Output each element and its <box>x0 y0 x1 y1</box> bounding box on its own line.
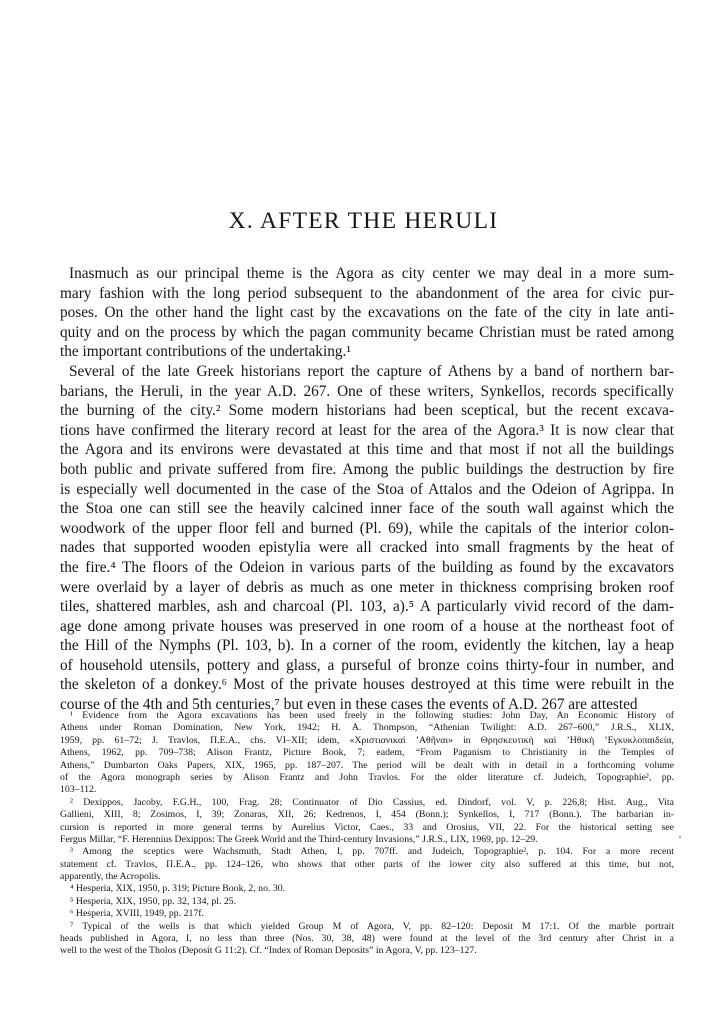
text-line: nades that supported wooden epistylia were all cracked into small fragments by the heat of <box>60 539 674 557</box>
footnote-line: well to the west of the Tholos (Deposit G 11:2). Cf. “Index of Roman Deposits” in Agora, V, pp. 123–127. <box>60 945 477 957</box>
text-line: tions have confirmed the literary record at least for the area of the Agora.³ It is now clear that <box>60 421 674 439</box>
text-line: woodwork of the upper floor fell and burned (Pl. 69), while the capitals of the interior colon- <box>60 519 674 537</box>
footnote <box>60 710 674 797</box>
text-line: the fire.⁴ The floors of the Odeion in various parts of the building as found by the excavators <box>60 558 674 576</box>
footnote <box>60 921 674 958</box>
footnote-line: 103–112. <box>60 784 97 796</box>
footnote-line: apparently, the Acropolis. <box>60 871 161 883</box>
text-line: is especially well documented in the case of the Stoa of Attalos and the Odeion of Agrippa. In <box>60 480 674 498</box>
text-line: quity and on the process by which the pagan community became Christian must be rated among <box>60 323 674 341</box>
text-line: poses. On the other hand the light cast by the excavations on the fate of the city in late anti- <box>60 304 674 322</box>
footnote-line: ⁶ Hesperia, XVIII, 1949, pp. 217f. <box>70 908 205 920</box>
paragraph <box>60 362 674 715</box>
text-line: mary fashion with the long period subsequent to the abandonment of the area for civic pur- <box>60 284 674 302</box>
chapter-title: X. AFTER THE HERULI <box>228 208 499 234</box>
text-line: the Hill of the Nymphs (Pl. 103, b). In a corner of the room, evidently the kitchen, lay a heap <box>60 637 674 655</box>
text-line: the important contributions of the undertaking.¹ <box>60 343 351 361</box>
text-line: the skeleton of a donkey.⁶ Most of the private houses destroyed at this time were rebuilt in the <box>60 676 674 694</box>
text-line: the Agora and its environs were devastated at this time and that most if not all the buildings <box>60 441 674 459</box>
footnote <box>60 797 674 847</box>
footnote-line: statement cf. Travlos, Π.Ε.Α., pp. 124–126, who shows that other parts of the lower city also suffered at this time, but not, <box>60 858 674 870</box>
text-line: course of the 4th and 5th centuries,⁷ but even in these cases the events of A.D. 267 are attested <box>60 696 638 714</box>
footnote-line: cursion is reported in more general terms by Aurelius Victor, Caes., 33 and Orosius, VII, 22. For the historical setting see <box>60 821 674 833</box>
text-line: Inasmuch as our principal theme is the Agora as city center we may deal in a more sum- <box>69 265 674 282</box>
footnote-line: ³ Among the sceptics were Wachsmuth, Stadt Athen, I, pp. 707ff. and Judeich, Topographie², p. 104. For a more recent <box>70 846 674 858</box>
footnote <box>60 846 674 883</box>
footnote-line: Athens,” Dumbarton Oaks Papers, XIX, 1965, pp. 187–207. The period will be dealt with in detail in a forthcoming volume <box>60 759 674 771</box>
footnote-line: Gallieni, XIII, 8; Zosimos, I, 39; Zonaras, XII, 26; Kedrenos, I, 454 (Bonn.); Synkellos, I, 717 (Bonn.). The barbarian in- <box>60 809 674 821</box>
paragraph <box>60 264 674 362</box>
footnote <box>60 883 674 895</box>
footnote-line: ² Dexippos, Jacoby, F.G.H., 100, Frag. 28; Continuator of Dio Cassius, ed. Dindorf, vol. V, p. 226,8; Hist. Aug., Vita <box>70 796 674 808</box>
footnotes <box>60 710 674 958</box>
footnote-line: ¹ Evidence from the Agora excavations has been used freely in the following studies: John Day, An Economic History of <box>70 710 674 721</box>
text-line: tiles, shattered marbles, ash and charcoal (Pl. 103, a).⁵ A particularly vivid record of the dam- <box>60 598 674 616</box>
text-line: the Stoa one can still see the heavily calcined inner face of the south wall against which the <box>60 500 674 518</box>
footnote-line: ⁵ Hesperia, XIX, 1950, pp. 32, 134, pl. 25. <box>70 895 237 907</box>
footnote-line: 1959, pp. 61–72; J. Travlos, Π.Ε.Α., chs. VI–XII; idem, «Χριστιανικαὶ ’Αθῆναι» in Θρησκευτικὴ καὶ ’Ηθικὴ ’Εγκυκλοπαιδεία, <box>60 734 674 746</box>
text-line: barians, the Heruli, in the year A.D. 267. One of these writers, Synkellos, records specifically <box>60 382 674 400</box>
text-line: both public and private suffered from fire. Among the public buildings the destruction by fire <box>60 460 674 478</box>
footnote-line: of the Agora monograph series by Alison Frantz and John Travlos. For the older literature cf. Judeich, Topographie², pp. <box>60 771 674 783</box>
footnote-line: heads published in Agora, I, no less than three (Nos. 30, 38, 48) were found at the level of the 3rd century after Christ in a <box>60 933 674 945</box>
footnote <box>60 908 674 920</box>
footnote-line: ⁴ Hesperia, XIX, 1950, p. 319; Picture Book, 2, no. 30. <box>70 883 286 895</box>
text-line: age done among private houses was preserved in one room of a house at the northeast foot of <box>60 617 674 635</box>
footnote-line: Athens under Roman Domination, New York, 1942; H. A. Thompson, “Athenian Twilight: A.D. 267–600,” J.R.S., XLIX, <box>60 722 674 734</box>
body-text <box>60 264 674 715</box>
text-line: were overlaid by a layer of debris as much as one meter in thickness comprising broken roof <box>60 578 674 596</box>
margin-speck <box>679 836 681 838</box>
footnote-line: Fergus Millar, “F. Herennius Dexippos: The Greek World and the Third-century Invasions,” J.R.S., LIX, 1969, pp. 12–29. <box>60 833 538 845</box>
footnote <box>60 896 674 908</box>
footnote-line: ⁷ Typical of the wells is that which yielded Group M of Agora, V, pp. 82–120: Deposit M 17:1. Of the marble portrait <box>70 920 674 932</box>
text-line: Several of the late Greek historians report the capture of Athens by a band of northern bar- <box>69 362 674 380</box>
text-line: of household utensils, pottery and glass, a purseful of bronze coins thirty-four in number, and <box>60 656 674 674</box>
text-line: the burning of the city.² Some modern historians had been sceptical, but the recent excava- <box>60 402 674 420</box>
footnote-line: Athens, 1962, pp. 709–738; Alison Frantz, Picture Book, 7; eadem, “From Paganism to Christianity in the Temples of <box>60 747 674 759</box>
